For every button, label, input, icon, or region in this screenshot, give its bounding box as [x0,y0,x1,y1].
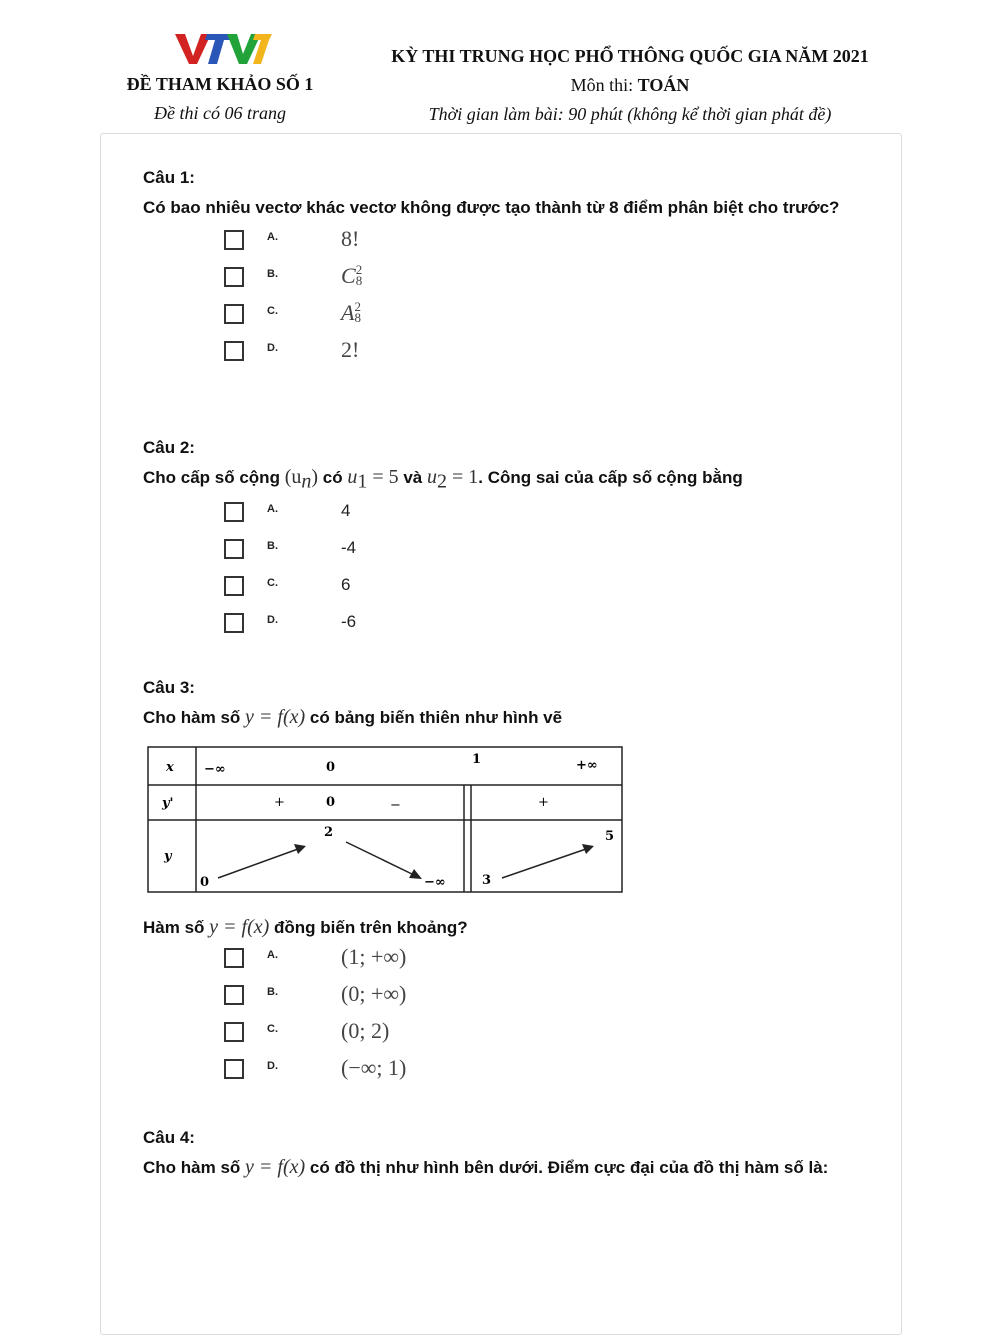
sign: 0 [326,795,336,810]
option-value: C2 8 [341,261,363,288]
row-label-yprime: y' [162,796,174,811]
option-c[interactable] [143,1017,843,1054]
option-value: (1; +∞) [341,944,407,969]
exam-title: KỲ THI TRUNG HỌC PHỔ THÔNG QUỐC GIA NĂM 2021 [391,46,869,66]
question-1 [143,167,843,373]
question-text: Cho cấp số cộng $(u_n)$ có $u_1 = 5$ và $u_2 = 1$. Công sai của cấp số cộng bằng [143,466,743,493]
option-a[interactable] [143,943,843,980]
options-list [143,943,843,1091]
option-letter: A. [267,503,278,516]
row-label-y: y [164,849,172,864]
option-value: 8! [341,226,360,251]
option-letter: D. [267,1060,278,1072]
option-letter: C. [267,305,278,317]
option-checkbox[interactable] [224,267,244,287]
subject-line [380,71,880,100]
question-text: Hàm số y = f(x) đồng biến trên khoảng? [143,916,468,938]
option-value: 2! [341,337,360,362]
row-label-x: x [166,760,174,775]
option-value: A2 8 [341,298,361,325]
option-b[interactable] [143,980,843,1017]
y-value: 2 [324,825,334,840]
option-c[interactable] [143,299,843,336]
question-4 [143,1127,843,1183]
option-d[interactable] [143,336,843,373]
exam-ref: ĐỀ THAM KHẢO SỐ 1 [126,74,314,94]
option-checkbox[interactable] [224,502,244,522]
y-value: 5 [605,829,615,844]
option-a[interactable] [143,225,843,262]
sign: − [390,798,401,813]
option-c[interactable] [143,571,843,608]
option-b[interactable] [143,262,843,299]
exam-header [0,0,1000,130]
options-list [143,497,843,645]
vtv7-logo [173,30,273,66]
option-value: 6 [341,575,351,595]
option-d[interactable] [143,1054,843,1091]
option-checkbox[interactable] [224,230,244,250]
question-text: Có bao nhiêu vectơ khác vectơ không được tạo thành từ 8 điểm phân biệt cho trước? [143,198,840,217]
option-checkbox[interactable] [224,576,244,596]
variation-table [146,745,626,895]
option-checkbox[interactable] [224,304,244,324]
subject-label: Môn thi: [570,75,634,95]
option-letter: A. [267,231,278,243]
option-checkbox[interactable] [224,1059,244,1079]
option-d[interactable] [143,608,843,645]
pages-note: Đề thi có 06 trang [154,103,286,123]
option-letter: B. [267,540,278,553]
option-checkbox[interactable] [224,539,244,559]
option-letter: A. [267,949,278,961]
question-label: Câu 1: [143,168,195,187]
exam-duration: Thời gian làm bài: 90 phút (không kể thời gian phát đề) [428,104,832,124]
question-card [100,133,902,1335]
question-label: Câu 3: [143,678,195,697]
option-a[interactable] [143,497,843,534]
option-value: (−∞; 1) [341,1055,407,1080]
question-3-prompt [143,912,843,1091]
exam-info-right [380,42,880,129]
x-value: +∞ [576,758,598,773]
option-b[interactable] [143,534,843,571]
options-list [143,225,843,373]
option-letter: B. [267,268,278,280]
x-value: 0 [326,760,336,775]
question-3 [143,677,843,733]
option-letter: B. [267,986,278,998]
option-value: -4 [341,538,357,558]
option-value: -6 [341,612,357,632]
y-value: 3 [482,873,492,888]
sign: + [274,795,285,810]
x-value: 1 [472,752,482,767]
option-value: 4 [341,501,351,521]
option-value: (0; 2) [341,1018,390,1043]
y-value: −∞ [424,875,446,890]
option-letter: C. [267,577,278,590]
y-value: 0 [200,875,210,890]
subject-name: TOÁN [637,75,690,95]
option-letter: D. [267,614,278,627]
option-checkbox[interactable] [224,985,244,1005]
option-checkbox[interactable] [224,613,244,633]
question-2 [143,437,843,645]
option-value: (0; +∞) [341,981,407,1006]
option-checkbox[interactable] [224,1022,244,1042]
exam-info-left [100,70,340,128]
option-letter: C. [267,1023,278,1035]
option-letter: D. [267,342,278,354]
option-checkbox[interactable] [224,341,244,361]
x-value: −∞ [204,762,226,777]
question-label: Câu 4: [143,1128,195,1147]
question-text: Cho hàm số y = f(x) có đồ thị như hình bên dưới. Điểm cực đại của đồ thị hàm số là: [143,1156,829,1178]
option-checkbox[interactable] [224,948,244,968]
sign: + [538,795,549,810]
question-label: Câu 2: [143,438,195,457]
question-text: Cho hàm số y = f(x) có bảng biến thiên như hình vẽ [143,706,563,728]
